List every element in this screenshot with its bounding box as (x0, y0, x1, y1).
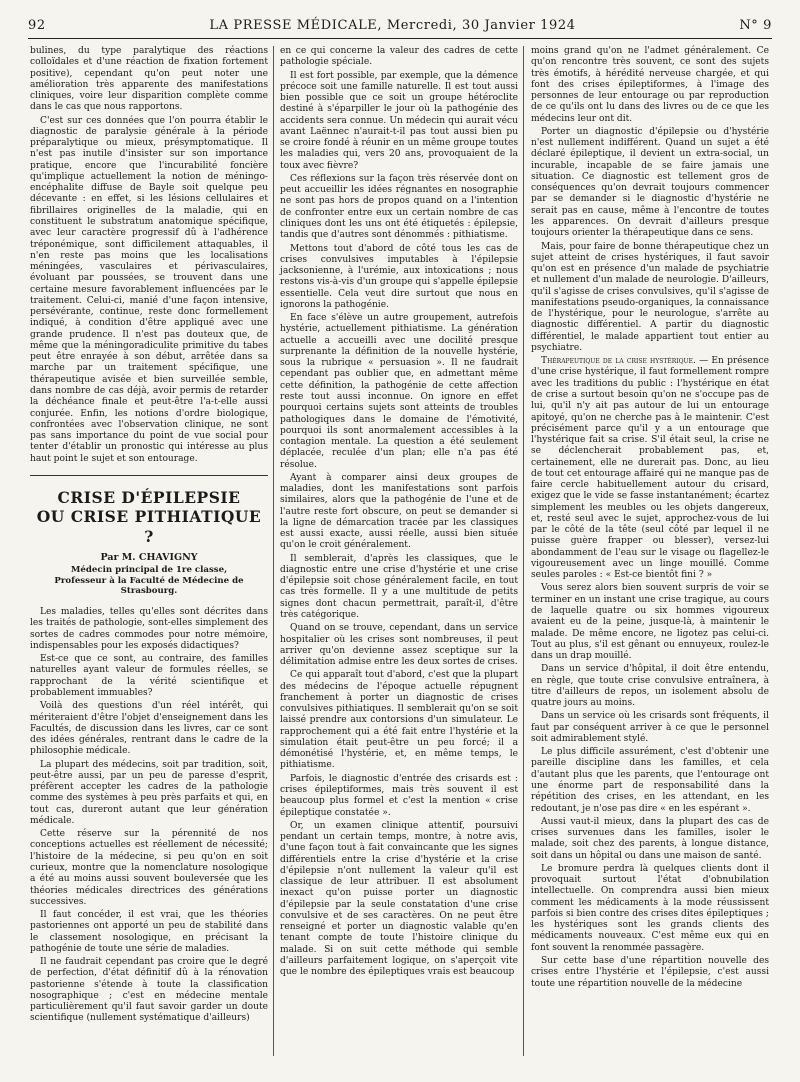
headline-line: OU CRISE PITHIATIQUE ? (36, 507, 262, 546)
paragraph: Sur cette base d'une répartition nouvelle des crises entre l'hystérie et l'épilepsie, c'est aussi toute une répartition nouvelle de la médecine (531, 955, 769, 989)
paragraph: bulines, du type paralytique des réactions colloïdales et d'une réaction de fixation fortement positive), cependant qu'on peut noter une amélioration très apparente des manifestations cliniques, voire leur disparition complète comme dans le cas que nous rapportons. (30, 46, 268, 113)
column-divider (273, 46, 274, 1056)
affiliation-line: Médecin principal de 1re classe, (70, 564, 228, 575)
paragraph: La plupart des médecins, soit par tradition, soit, peut-être aussi, par un peu de paresse d'esprit, préfèrent accepter les cadres de la pathologie comme des systèmes à peu près parfaits et qui, en tout cas, dureront autant que leur génération médicale. (30, 759, 268, 826)
paragraph: Or, un examen clinique attentif, poursuivi pendant un certain temps, montre, à notre avis, d'une façon tout à fait convaincante que les signes différentiels entre la crise d'hystérie et la crise d'épilepsie n'ont nullement la valeur qu'il est classique de leur attribuer. Il est absolument inexact qu'on puisse porter un diagnostic d'épilepsie par la seule constatation d'une crise convulsive et de ses caractères. On ne peut être renseigné et porter un diagnostic valable qu'en tenant compte de toute l'histoire clinique du malade. Si on suit cette méthode qui semble d'ailleurs parfaitement logique, on s'aperçoit vite que le nombre des épileptiques vrais est beaucoup (280, 820, 518, 978)
paragraph: Aussi vaut-il mieux, dans la plupart des cas de crises survenues dans les familles, isoler le malade, soit chez des parents, à longue distance, soit dans un hôpital ou dans une maison de santé. (531, 816, 769, 861)
section-heading: Thérapeutique de la crise hystérique. (541, 356, 696, 367)
paragraph: Dans un service d'hôpital, il doit être entendu, en règle, que toute crise convulsive entraînera, à titre d'ailleurs de repos, un isolement absolu de quatre jours au moins. (531, 664, 769, 709)
paragraph: Il semblerait, d'après les classiques, que le diagnostic entre une crise d'hystérie et une crise d'épilepsie soit chose généralement facile, en tout cas très formelle. Il y a une multitude de petits signes dont chacun permettrait, paraît-il, d'être très catégorique. (280, 553, 518, 621)
paragraph: moins grand qu'on ne l'admet généralement. Ce qu'on rencontre très souvent, ce sont des sujets très émotifs, à hérédité nerveuse chargée, et qui font des crises épileptiformes, à l'image des personnes de leur entourage ou par reproduction de ce qu'ils ont lu dans des livres ou de ce que les médecins leur ont dit. (531, 46, 769, 124)
article-byline: Par M. CHAVIGNY (100, 551, 198, 563)
paragraph: Dans un service où les crisards sont fréquents, il faut par conséquent arriver à ce que le personnel soit admirablement stylé. (531, 711, 769, 744)
paragraph: Il ne faudrait cependant pas croire que le degré de perfection, d'état définitif dû à la rénovation pastorienne s'étende à toute la classification nosographique ; c'est en médecine mentale particulièrement qu'il faut savoir garder un doute scientifique (nullement systématique d'ailleurs) (30, 957, 268, 1024)
paragraph: Mais, pour faire de bonne thérapeutique chez un sujet atteint de crises hystériques, il faut savoir qu'on est en présence d'un malade de psychiatrie et nullement d'un malade de neurologie. D'ailleurs, qu'il s'agisse de crises convulsives, qu'il s'agisse de manifestations pseudo-organiques, la connaissance de l'hystérique, pour le neurologue, s'arrête au diagnostic différentiel. A partir du diagnostic différentiel, le malade appartient tout entier au psychiatre. (531, 241, 769, 353)
author-affiliation (30, 565, 268, 597)
affiliation-line: Professeur à la Faculté de Médecine de Strasbourg. (54, 575, 244, 597)
section-paragraph (531, 356, 769, 581)
paragraph: Il est fort possible, par exemple, que la démence précoce soit une famille naturelle. Il est tout aussi bien possible que ce soit un groupe hétéroclite destiné à s'éparpiller le jour où la pathogénie des accidents sera connue. Un médecin qui aurait vécu avant Laënnec n'aurait-t-il pas tout aussi bien pu se croire fondé à réunir en un même groupe toutes les maladies qui, vers 20 ans, provoquaient de la toux avec fièvre? (280, 70, 518, 171)
paragraph: Cette réserve sur la pérennité de nos conceptions actuelles est réellement de nécessité; l'histoire de la médecine, si peu qu'on en soit curieux, montre que la nomenclature nosologique a été au moins aussi souvent bouleversée que les théories médicales directrices des générations successives. (30, 829, 268, 907)
paragraph: C'est sur ces données que l'on pourra établir le diagnostic de paralysie générale à la période préparalytique ou mieux, présymptomatique. Il n'est pas inutile d'insister sur son importance pratique, encore que l'incurabilité foncière qu'implique actuellement la notion de méningo-encéphalite diffuse de Bayle soit quelque peu décevante : en effet, si les lésions cellulaires et fibrillaires originelles de la maladie, qui en constituent le substratum anatomique spécifique, avec leur caractère progressif dû à l'adhérence tréponémique, sont difficilement attaquables, il n'en reste pas moins que les localisations méningées, vasculaires et périvasculaires, évoluant par poussées, se trouvent dans une certaine mesure favorablement influencées par le traitement. Celui-ci, manié d'une façon intensive, persévérante, continue, reste donc formellement indiqué, à condition d'être appliqué avec une grande prudence. Il n'est pas douteux que, de même que la méningoradiculite primitive du tabes peut être enrayée à son début, arrêtée dans sa marche par un traitement spécifique, une thérapeutique avisée et bien surveillée semble, dans nombre de cas déjà, avoir permis de retarder la déchéance finale et peut-être l'a-t-elle aussi conjurée. Enfin, les notions d'ordre biologique, confrontées avec l'observation clinique, ne sont pas sans importance du point de vue social pour tenter d'établir un pronostic qui intéresse au plus haut point le sujet et son entourage. (30, 115, 268, 464)
headline-line: CRISE D'ÉPILEPSIE (57, 487, 241, 507)
paragraph: Mettons tout d'abord de côté tous les cas de crises convulsives imputables à l'épilepsie jacksonienne, à l'urémie, aux intoxications ; nous restons vis-à-vis d'un groupe qui s'appelle épilepsie essentielle. Cela veut dire surtout que nous en ignorons la pathogénie. (280, 243, 518, 310)
paragraph: Les maladies, telles qu'elles sont décrites dans les traités de pathologie, sont-elles simplement des sortes de cadres commodes pour notre mémoire, indispensables pour les exposés didactiques? (30, 607, 268, 651)
paragraph: Voilà des questions d'un réel intérêt, qui mériteraient d'être l'objet d'enseignement dans les Facultés, de discussion dans les livres, car ce sont des idées générales, rentrant dans le cadre de la philosophie médicale. (30, 701, 268, 757)
page-number: 92 (28, 17, 46, 33)
page-header (28, 14, 772, 36)
paragraph: Il faut concéder, il est vrai, que les théories pastoriennes ont apporté un peu de stabilité dans le classement nosologique, en précisant la pathogénie de toute une série de maladies. (30, 910, 268, 954)
paragraph: Quand on se trouve, cependant, dans un service hospitalier où les crises sont nombreuses, il peut arriver qu'on devienne assez sceptique sur la délimitation admise entre les deux sortes de crises. (280, 623, 518, 668)
paragraph: Parfois, le diagnostic d'entrée des crisards est : crises épileptiformes, mais très souvent il est beaucoup plus formel et c'est la mention « crise épileptique constatée ». (280, 773, 518, 818)
article-separator (30, 475, 268, 476)
column-divider (523, 46, 524, 1056)
paragraph: Vous serez alors bien souvent surpris de voir se terminer en un instant une crise tragique, au cours de laquelle quatre ou six hommes vigoureux avaient eu de la peine, jusque-là, à maintenir le malade. De même encore, ne ligotez pas celui-ci. Tout au plus, s'il est gênant ou ennuyeux, roulez-le dans un drap mouillé. (531, 583, 769, 662)
paragraph: en ce qui concerne la valeur des cadres de cette pathologie spéciale. (280, 46, 518, 68)
section-text: — En présence d'une crise hystérique, il faut formellement rompre avec les traditions du public : l'hystérique en état de crise a surtout besoin qu'on ne s'occupe pas de lui, qu'il n'y ait pas autour de lui un entourage apitoyé, qu'on ne cherche pas à le maintenir. C'est précisément parce qu'il y a un entourage que l'hystérique fait sa crise. S'il était seul, la crise ne se déclencherait probablement pas, et, certainement, elle ne durerait pas. Donc, au lieu de tout cet entourage affairé qui ne manque pas de faire cercle habituellement autour du crisard, exigez que le vide se fasse instantanément; écartez simplement les meubles ou les objets dangereux, et, resté seul avec le sujet, approchez-vous de lui par le côté de la tête (seul côté par lequel il ne puisse guère frapper ou blesser), versez-lui abondamment de l'eau sur le visage ou flagellez-le vigoureusement avec un linge mouillé. Comme seules paroles : « Est-ce bientôt fini ? » (531, 356, 769, 581)
paragraph: Ayant à comparer ainsi deux groupes de maladies, dont les manifestations sont parfois similaires, alors que la pathogénie de l'une et de l'autre reste fort obscure, on peut se demander si la ligne de démarcation tracée par les classiques est aussi exacte, aussi réelle, aussi bien située qu'on le croit généralement. (280, 472, 518, 551)
paragraph: Porter un diagnostic d'épilepsie ou d'hystérie n'est nullement indifférent. Quand un sujet a été déclaré épileptique, il devient un extra-social, un incurable, incapable de se faire jamais une situation. Ce diagnostic est tellement gros de conséquences qu'on devrait toujours commencer par se demander si le diagnostic d'hystérie ne serait pas en cause, même à l'encontre de toutes les apparences. On devrait d'ailleurs presque toujours orienter la thérapeutique dans ce sens. (531, 126, 769, 239)
article-headline (30, 488, 268, 546)
paragraph: Ces réflexions sur la façon très réservée dont on peut accueillir les idées régnantes en nosographie ne sont pas hors de propos quand on a l'intention de confronter entre eux un certain nombre de cas cliniques dont les uns ont été étiquetés : épilepsie, tandis que d'autres sont dénommés : pithiatisme. (280, 173, 518, 241)
paragraph: Le plus difficile assurément, c'est d'obtenir une pareille discipline dans les familles, et cela d'autant plus que les parents, que l'entourage ont une énorme part de responsabilité dans la répétition des crises, en les attendant, en les redoutant, je n'ose pas dire « en les espérant ». (531, 747, 769, 814)
paragraph: Le bromure perdra là quelques clients dont il provoquait surtout l'état d'obnubilation intellectuelle. On comprendra aussi bien mieux comment les médicaments à la mode réussissent parfois si bien contre des crises dites épileptiques ; les hystériques sont les grands clients des médicaments nouveaux. C'est même eux qui en font souvent la renommée passagère. (531, 863, 769, 953)
journal-title: LA PRESSE MÉDICALE, Mercredi, 30 Janvier 1924 (209, 17, 576, 33)
column-2 (280, 46, 518, 981)
paragraph: Ce qui apparaît tout d'abord, c'est que la plupart des médecins de l'époque actuelle répugnent franchement à porter un diagnostic de crises convulsives pithiatiques. Il semblerait qu'on se soit laissé prendre aux contorsions d'un simulateur. Le rapprochement qui a été fait entre l'hystérie et la simulation était peut-être un peu forcé; il a démonétisé l'hystérie, et, en même temps, le pithiatisme. (280, 670, 518, 771)
header-rule (28, 38, 772, 39)
column-1 (30, 46, 268, 1027)
column-3 (531, 46, 769, 992)
paragraph: En face s'élève un autre groupement, autrefois hystérie, actuellement pithiatisme. La génération actuelle a accueilli avec une docilité presque surprenante la définition de la nouvelle hystérie, sous la rubrique « persuasion ». Il ne faudrait cependant pas oublier que, en admettant même cette définition, la pathogénie de cette affection reste tout aussi inconnue. On ignore en effet pourquoi certains sujets sont atteints de troubles pathologiques dans le domaine de l'émotivité, pourquoi ils sont anormalement accessibles à la contagion mentale. La question a été seulement déplacée, reculée d'un plan; elle n'a pas été résolue. (280, 313, 518, 470)
issue-number: N° 9 (739, 17, 772, 33)
paragraph: Est-ce que ce sont, au contraire, des familles naturelles ayant valeur de formules réelles, se rapprochant de la vérité scientifique et probablement immuables? (30, 654, 268, 699)
